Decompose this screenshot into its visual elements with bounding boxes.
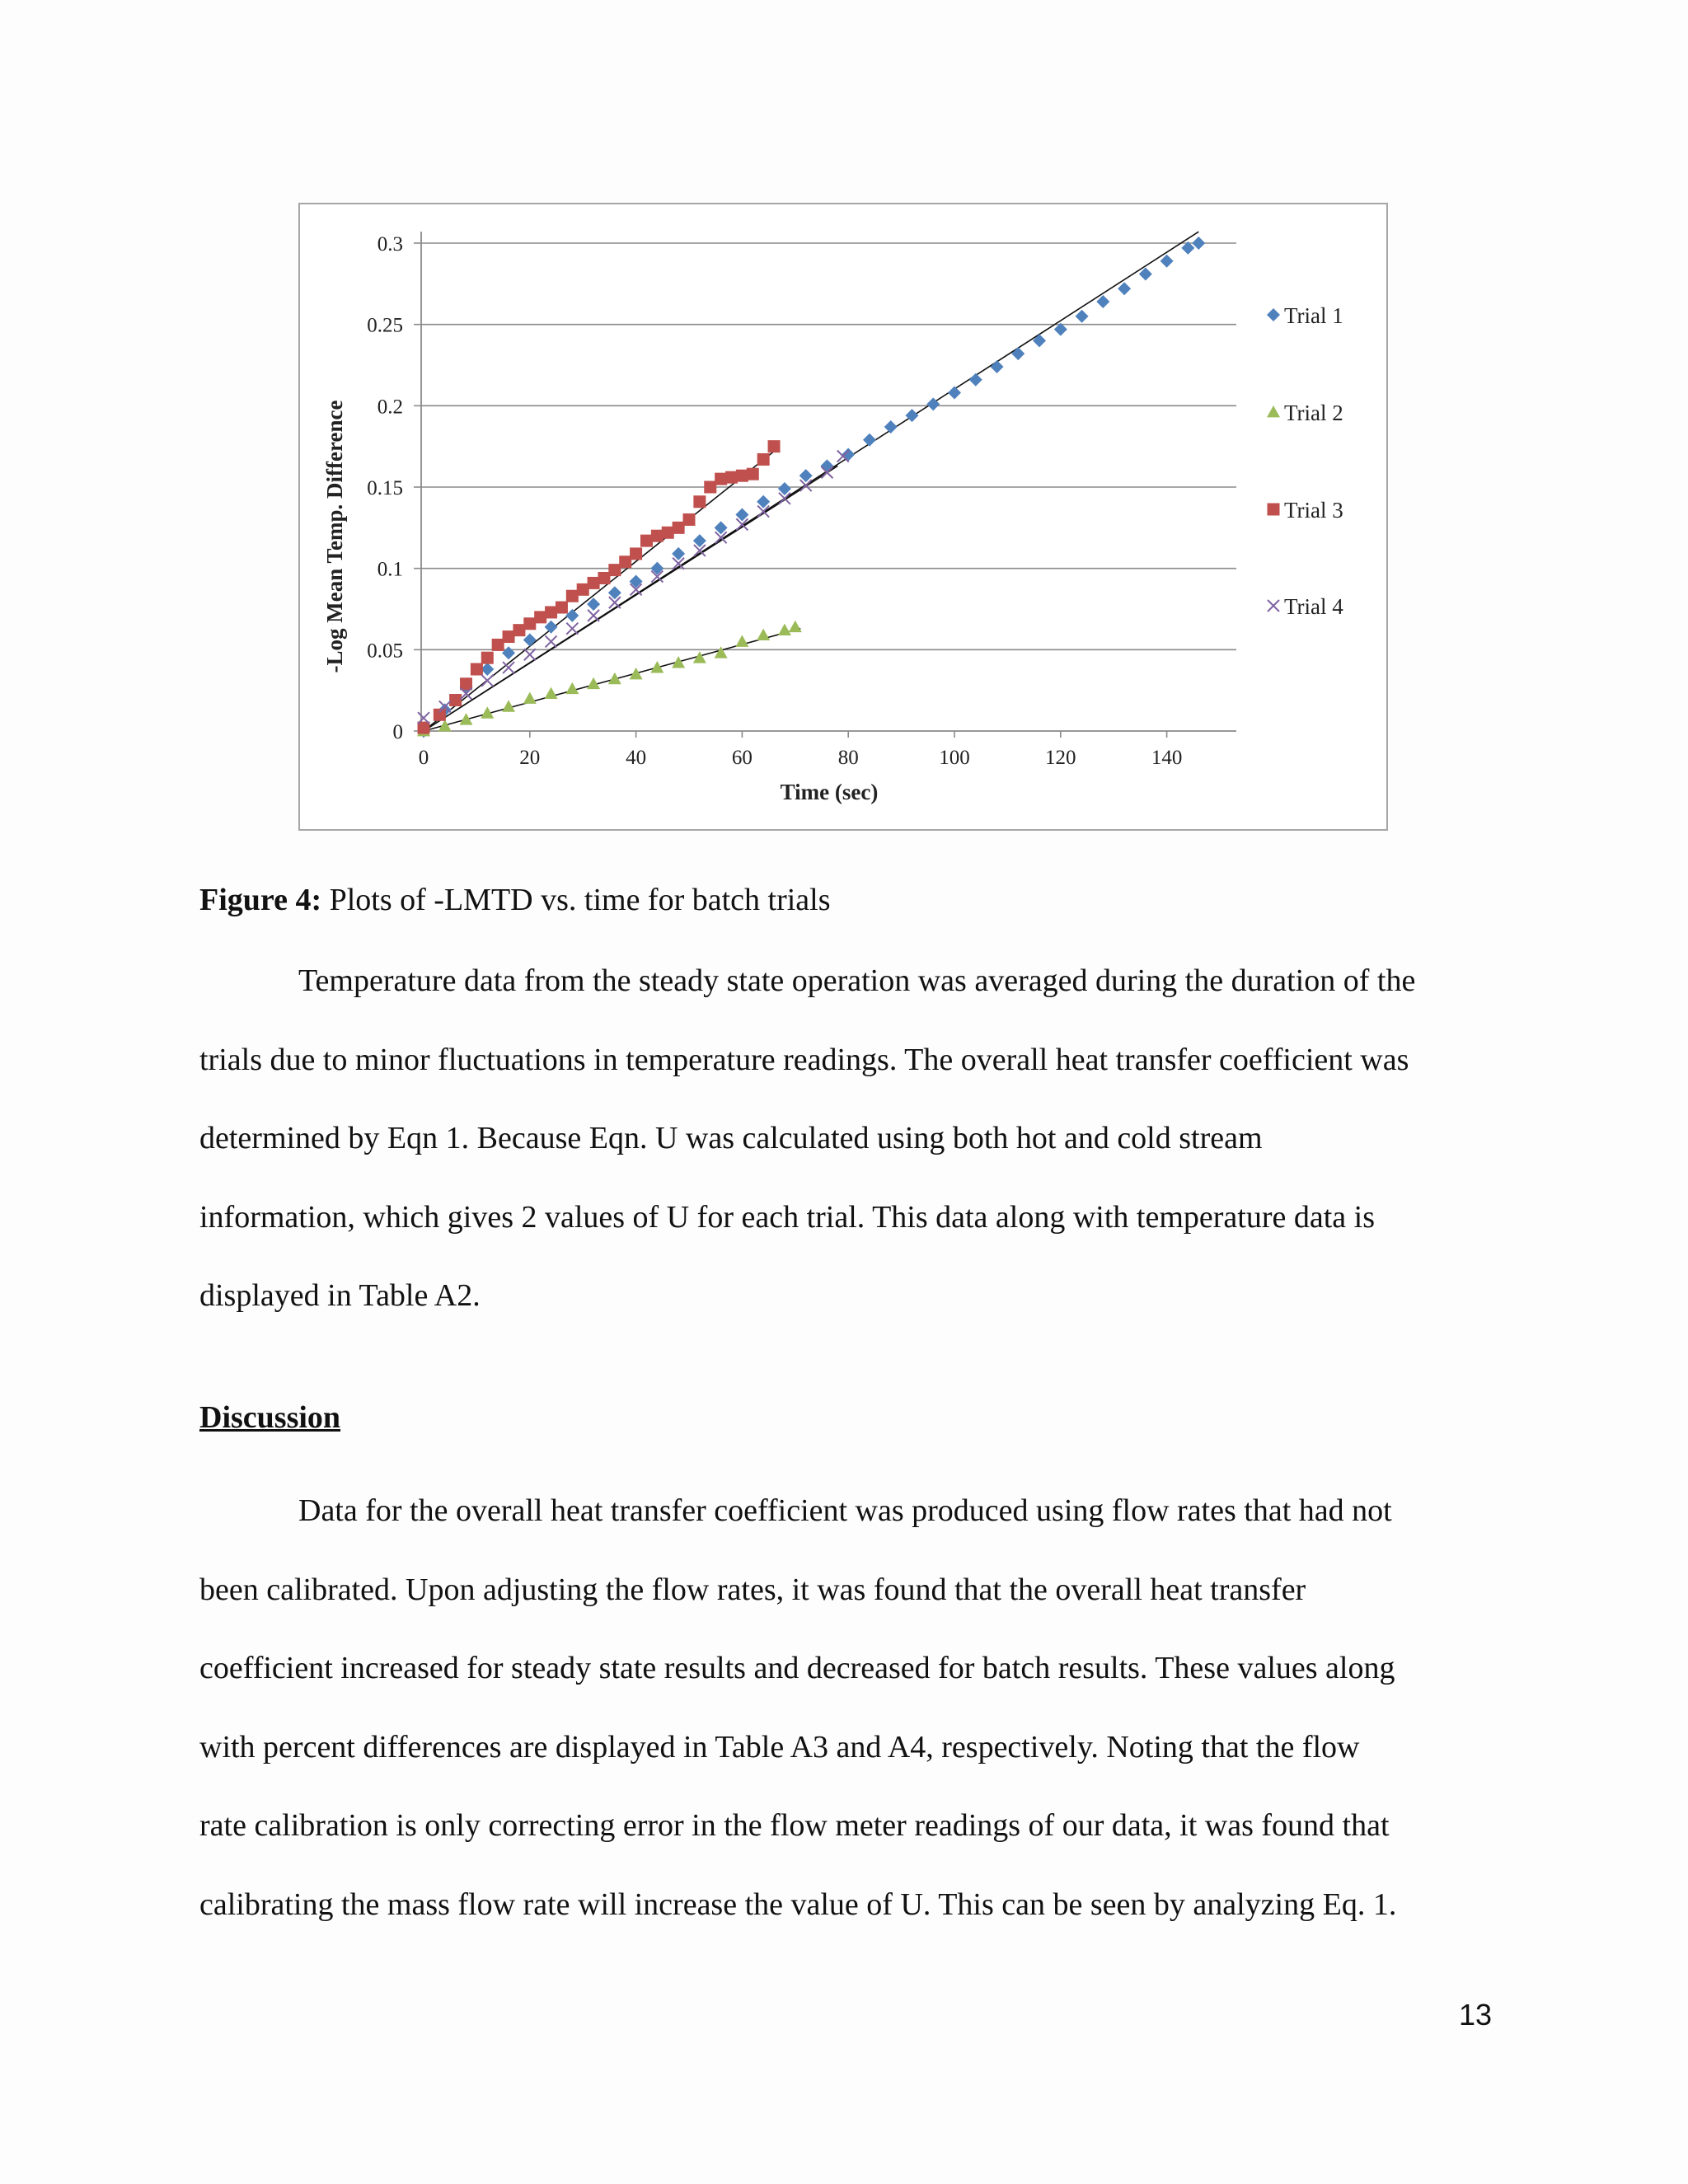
data-point-trial-4 [588,610,599,621]
data-point-trial-1 [948,387,961,400]
data-point-trial-3 [736,470,748,482]
data-point-trial-3 [640,535,653,547]
legend-label: Trial 4 [1284,594,1343,619]
paragraph-line: Data for the overall heat transfer coefficient was produced using flow rates that had not [298,1493,1392,1528]
data-point-trial-3 [704,481,716,494]
figure-caption-text: Plots of -LMTD vs. time for batch trials [321,883,831,917]
y-tick-label: 0.1 [377,558,403,581]
data-point-trial-1 [991,360,1004,373]
legend-marker-trial-3 [1268,504,1280,516]
trendlines [424,232,1198,731]
data-point-trial-1 [1033,334,1046,347]
paragraph-line: displayed in Table A2. [199,1278,481,1313]
data-point-trial-4 [546,635,557,647]
data-point-trial-3 [715,473,727,485]
gridlines [421,243,1236,649]
data-point-trial-3 [757,453,770,466]
x-tick-label: 20 [519,747,541,769]
data-point-trial-2 [460,713,473,724]
x-tick-label: 60 [731,747,753,769]
legend-label: Trial 2 [1284,401,1343,425]
data-point-trial-3 [619,555,631,568]
data-point-trial-3 [662,527,674,539]
y-tick-label: 0.15 [367,477,403,499]
data-point-trial-3 [471,663,483,676]
legend-marker-trial-4 [1268,600,1279,612]
data-point-trial-3 [725,471,738,484]
data-point-trial-4 [481,675,493,687]
data-point-trial-1 [1118,282,1131,295]
data-point-trial-3 [683,513,696,526]
data-point-trial-3 [556,602,568,614]
data-point-trial-3 [513,624,525,636]
paragraph-line: trials due to minor fluctuations in temperature readings. The overall heat transfer coefficient was [199,1042,1409,1077]
legend-marker-trial-2 [1267,405,1280,417]
data-point-trial-3 [673,522,685,534]
legend-label: Trial 3 [1284,498,1343,523]
paragraph-line: calibrating the mass flow rate will increase the value of U. This can be seen by analyzing Eq. 1. [199,1886,1397,1922]
data-point-trial-4 [524,649,536,660]
y-axis-label: -Log Mean Temp. Difference [322,400,347,673]
data-point-trial-2 [523,692,537,704]
data-point-trial-3 [651,530,663,542]
data-point-trial-2 [672,656,685,668]
data-point-trial-1 [1096,295,1109,308]
data-point-trial-3 [545,606,557,618]
data-point-trial-2 [565,682,579,694]
data-point-trial-4 [566,623,578,635]
paragraph-line: information, which gives 2 values of U for each trial. This data along with temperature data is [199,1199,1375,1235]
data-point-trial-3 [608,564,621,576]
axes [414,232,1236,738]
paragraph-line: coefficient increased for steady state results and decreased for batch results. These values along [199,1651,1395,1685]
data-point-trial-3 [534,611,546,623]
discussion-heading: Discussion [199,1400,341,1435]
data-point-trial-3 [588,577,600,589]
data-point-trial-2 [757,629,770,640]
page-number: 13 [1458,1998,1492,2032]
data-point-trial-2 [630,668,643,679]
y-tick-label: 0.25 [367,314,403,337]
paragraph-line: been calibrated. Upon adjusting the flow rates, it was found that the overall heat transfer [199,1572,1306,1607]
data-point-trial-1 [969,373,982,387]
y-tick-label: 0 [392,721,403,743]
figure-4-chart [298,203,1388,831]
data-point-trial-2 [789,621,802,632]
results-paragraph [199,942,1518,1336]
x-tick-label: 80 [837,747,859,769]
y-tick-label: 0.3 [377,233,403,255]
data-point-trial-1 [1011,347,1025,360]
data-point-trial-3 [566,590,579,602]
paragraph-line: with percent differences are displayed in Table A3 and A4, respectively. Noting that the flow [199,1729,1360,1765]
data-point-trial-2 [438,719,452,731]
data-point-trial-3 [598,572,610,584]
data-point-trial-3 [577,583,589,596]
data-point-trial-3 [747,468,759,480]
trendline-trial-4 [424,466,837,731]
y-tick-label: 0.2 [377,396,403,419]
data-point-trial-2 [545,687,558,699]
y-tick-label: 0.05 [367,640,403,663]
legend-marker-trial-1 [1267,308,1280,321]
chart-canvas [300,204,1386,829]
paragraph-line: determined by Eqn 1. Because Eqn. U was calculated using both hot and cold stream [199,1121,1263,1155]
data-point-trial-3 [492,639,504,651]
data-point-trial-1 [1076,310,1089,323]
x-tick-label: 120 [1045,747,1076,769]
x-tick-label: 40 [626,747,647,769]
data-point-trial-1 [863,434,876,447]
x-tick-label: 100 [939,747,970,769]
x-tick-label: 140 [1151,747,1183,769]
figure-caption [199,880,831,920]
data-point-trial-3 [449,694,462,706]
legend [1267,303,1343,619]
data-point-trial-2 [502,700,515,711]
data-point-trial-2 [735,635,748,646]
figure-label: Figure 4: [199,883,322,917]
paragraph-line: rate calibration is only correcting error in the flow meter readings of our data, it was found that [199,1808,1390,1843]
legend-label: Trial 1 [1284,303,1343,328]
paragraph-line: Temperature data from the steady state operation was averaged during the duration of the [298,963,1416,998]
data-point-trial-3 [523,617,536,630]
data-point-trial-3 [768,440,781,452]
x-axis-label: Time (sec) [780,780,879,804]
data-point-trial-2 [715,646,728,658]
data-point-trial-3 [693,495,706,508]
data-point-trial-1 [1160,255,1174,268]
data-point-trial-3 [481,652,494,664]
data-point-trial-3 [434,709,446,721]
data-point-trial-3 [503,630,515,643]
discussion-paragraph [199,1472,1518,1944]
data-point-trial-3 [630,547,642,560]
x-tick-label: 0 [418,747,429,769]
data-point-trial-1 [884,420,898,434]
data-point-trial-2 [778,624,791,635]
